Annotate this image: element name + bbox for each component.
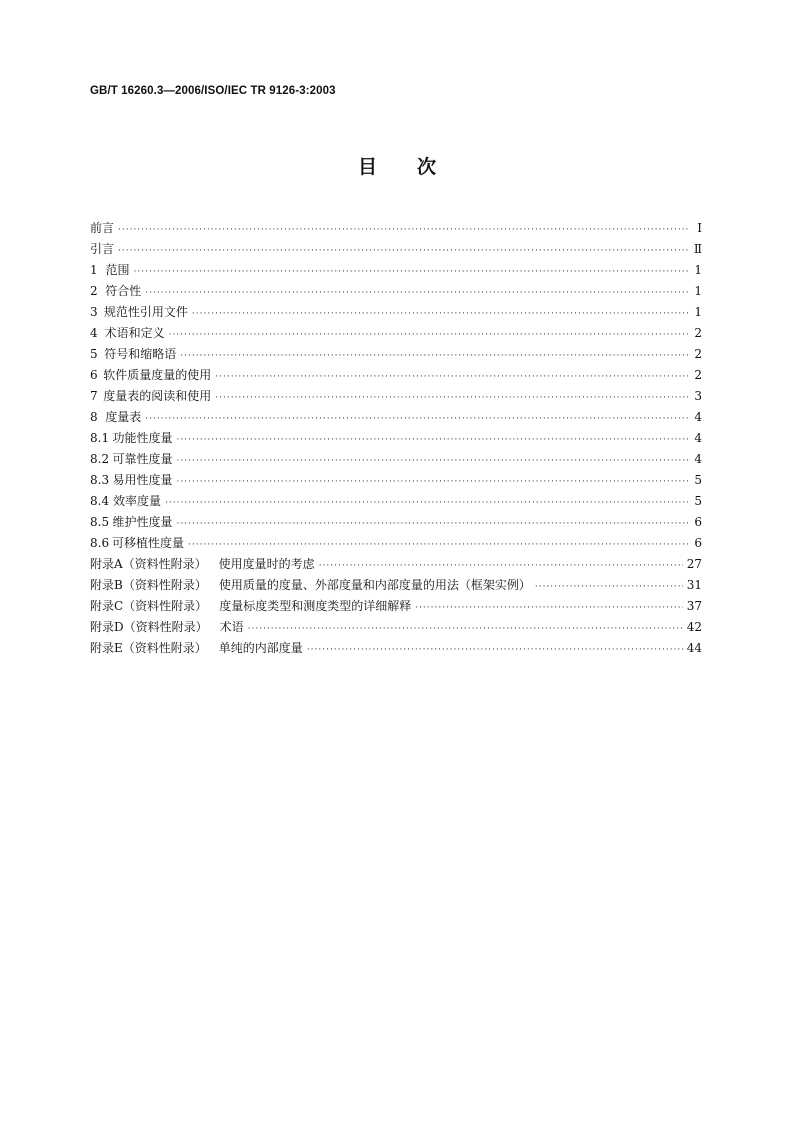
toc-entry[interactable] <box>90 407 702 428</box>
toc-entry-number: 附录E（资料性附录） <box>90 641 207 655</box>
toc-entry[interactable] <box>90 512 702 533</box>
toc-entry[interactable] <box>90 260 702 281</box>
toc-entry-label: 可移植性度量 <box>112 536 185 550</box>
toc-leader-dots <box>319 556 683 577</box>
toc-entry-label: 维护性度量 <box>112 515 173 529</box>
toc-entry[interactable] <box>90 638 702 659</box>
toc-entry-page: 2 <box>694 326 702 340</box>
toc-leader-dots <box>165 493 688 514</box>
toc-entry[interactable] <box>90 302 702 323</box>
toc-leader-dots <box>188 535 688 556</box>
toc-leader-dots <box>118 241 688 262</box>
toc-entry-page: 44 <box>686 641 702 655</box>
toc-entry-number: 3 <box>90 305 98 319</box>
toc-leader-dots <box>215 388 688 409</box>
toc-leader-dots <box>177 451 688 472</box>
toc-entry-label: 度量表 <box>105 410 142 424</box>
toc-entry-page: 27 <box>686 557 702 571</box>
toc-entry-label: 软件质量度量的使用 <box>103 368 212 382</box>
toc-leader-dots <box>145 409 688 430</box>
toc-entry-page: 42 <box>686 620 702 634</box>
toc-leader-dots <box>177 514 688 535</box>
toc-entry-number: 1 <box>90 263 98 277</box>
toc-entry-number: 8.6 <box>90 536 110 550</box>
toc-entry[interactable] <box>90 491 702 512</box>
toc-entry-page: 4 <box>694 431 702 445</box>
toc-entry-number: 附录C（资料性附录） <box>90 599 208 613</box>
toc-entry-label: 范围 <box>105 263 130 277</box>
toc-entry-number: 6 <box>90 368 98 382</box>
toc-entry[interactable] <box>90 470 702 491</box>
toc-entry-number: 8.2 <box>90 452 110 466</box>
toc-entry-page: 37 <box>686 599 702 613</box>
toc-entry-page: 4 <box>694 410 702 424</box>
toc-entry-label: 使用度量时的考虑 <box>218 557 315 571</box>
toc-entry[interactable] <box>90 218 702 239</box>
toc-entry-number: 8.3 <box>90 473 110 487</box>
toc-entry-page: 6 <box>694 515 702 529</box>
toc-entry[interactable] <box>90 554 702 575</box>
toc-entry[interactable] <box>90 365 702 386</box>
toc-entry-label: 符合性 <box>105 284 142 298</box>
toc-leader-dots <box>180 346 688 367</box>
toc-entry-page: 1 <box>694 284 702 298</box>
toc-entry[interactable] <box>90 533 702 554</box>
toc-leader-dots <box>118 220 688 241</box>
page-title: 目次 <box>357 156 476 178</box>
toc-entry-page: 2 <box>694 347 702 361</box>
toc-entry-label: 引言 <box>90 242 115 256</box>
toc-leader-dots <box>248 619 683 640</box>
toc-entry[interactable] <box>90 449 702 470</box>
toc-entry-label: 前言 <box>90 221 115 235</box>
toc-leader-dots <box>177 430 688 451</box>
toc-entry-label: 术语 <box>219 620 244 634</box>
toc-entry-number: 附录B（资料性附录） <box>90 578 207 592</box>
toc-entry-page: 1 <box>694 305 702 319</box>
toc-entry-label: 易用性度量 <box>112 473 173 487</box>
toc-entry-number: 附录D（资料性附录） <box>90 620 208 634</box>
toc-entry-page: 3 <box>694 389 702 403</box>
toc-entry-number: 8.4 <box>90 494 110 508</box>
toc-leader-dots <box>192 304 688 325</box>
toc-entry[interactable] <box>90 386 702 407</box>
toc-entry-page: 4 <box>694 452 702 466</box>
toc-entry-label: 可靠性度量 <box>112 452 173 466</box>
toc-leader-dots <box>169 325 688 346</box>
toc-entry-page: 2 <box>694 368 702 382</box>
toc-entry-page: 5 <box>694 473 702 487</box>
toc-entry-number: 7 <box>90 389 98 403</box>
table-of-contents <box>90 218 702 659</box>
toc-entry[interactable] <box>90 323 702 344</box>
toc-entry[interactable] <box>90 617 702 638</box>
toc-entry-label: 规范性引用文件 <box>103 305 188 319</box>
toc-entry[interactable] <box>90 344 702 365</box>
toc-entry-label: 符号和缩略语 <box>104 347 177 361</box>
toc-leader-dots <box>134 262 688 283</box>
toc-entry-label: 单纯的内部度量 <box>218 641 303 655</box>
toc-entry[interactable] <box>90 281 702 302</box>
toc-entry-number: 8 <box>90 410 98 424</box>
toc-entry-label: 术语和定义 <box>104 326 165 340</box>
toc-leader-dots <box>145 283 688 304</box>
toc-entry-number: 2 <box>90 284 98 298</box>
toc-entry-label: 度量标度类型和测度类型的详细解释 <box>219 599 412 613</box>
toc-entry-number: 5 <box>90 347 98 361</box>
toc-entry-page: 6 <box>694 536 702 550</box>
toc-entry-page: Ⅰ <box>697 221 702 235</box>
toc-leader-dots <box>215 367 688 388</box>
toc-entry-page: 1 <box>694 263 702 277</box>
standard-number-header: GB/T 16260.3—2006/ISO/IEC TR 9126-3:2003 <box>90 85 336 97</box>
toc-entry-page: Ⅱ <box>693 242 702 256</box>
toc-entry-label: 功能性度量 <box>112 431 173 445</box>
toc-entry[interactable] <box>90 428 702 449</box>
toc-entry-label: 效率度量 <box>113 494 162 508</box>
toc-leader-dots <box>307 640 683 661</box>
toc-entry-page: 31 <box>686 578 702 592</box>
toc-leader-dots <box>177 472 688 493</box>
toc-entry-label: 度量表的阅读和使用 <box>103 389 212 403</box>
toc-entry-number: 8.5 <box>90 515 110 529</box>
toc-entry[interactable] <box>90 575 702 596</box>
toc-leader-dots <box>415 598 683 619</box>
toc-leader-dots <box>535 577 683 598</box>
toc-entry-number: 附录A（资料性附录） <box>90 557 207 571</box>
toc-entry[interactable] <box>90 239 702 260</box>
toc-entry-number: 4 <box>90 326 98 340</box>
toc-entry[interactable] <box>90 596 702 617</box>
toc-entry-page: 5 <box>694 494 702 508</box>
toc-entry-number: 8.1 <box>90 431 110 445</box>
toc-entry-label: 使用质量的度量、外部度量和内部度量的用法（框架实例） <box>218 578 531 592</box>
